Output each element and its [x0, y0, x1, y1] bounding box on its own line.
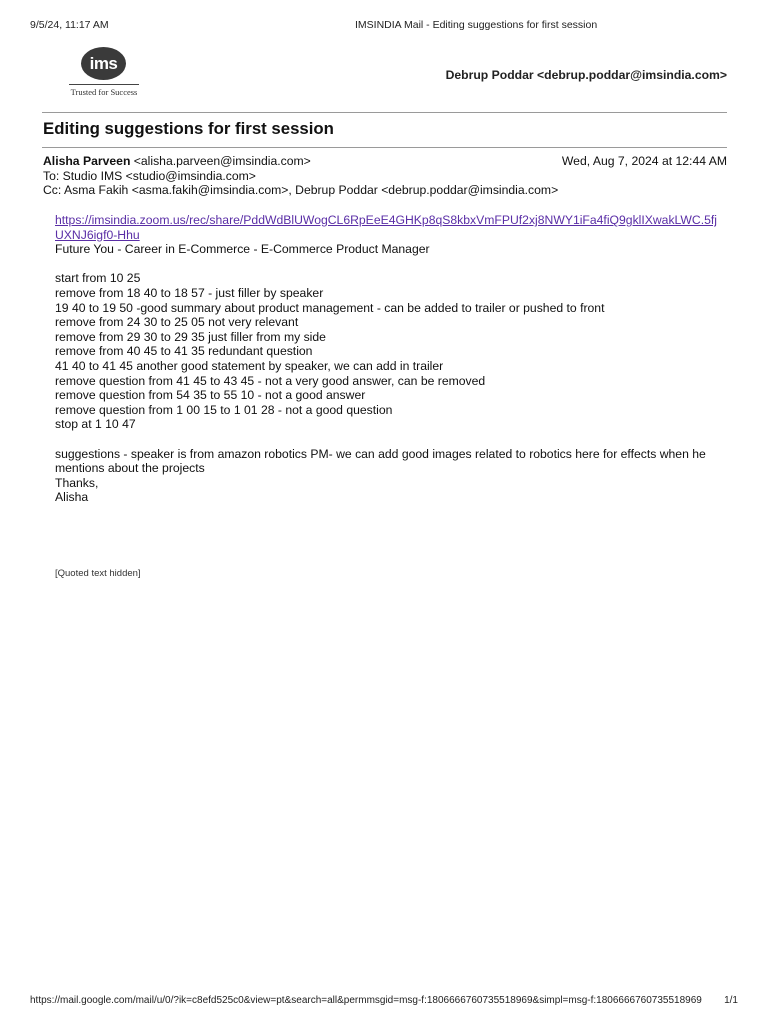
subject-divider: [42, 147, 727, 148]
edit-note: 19 40 to 19 50 -good summary about product management - can be added to trailer or pushed to front: [55, 300, 605, 315]
edit-note: remove from 18 40 to 18 57 - just filler by speaker: [55, 285, 324, 300]
edit-note: remove question from 54 35 to 55 10 - not a good answer: [55, 388, 366, 403]
spacer: [55, 257, 725, 272]
edit-note: remove from 29 30 to 29 35 just filler from my side: [55, 329, 326, 344]
edit-note: remove question from 1 00 15 to 1 01 28 - not a good question: [55, 402, 393, 417]
print-header: [30, 19, 738, 33]
print-title: IMSINDIA Mail - Editing suggestions for first session: [355, 19, 598, 31]
recording-title: Future You - Career in E-Commerce - E-Commerce Product Manager: [55, 242, 430, 257]
print-date: 9/5/24, 11:17 AM: [30, 19, 109, 31]
edit-note: remove from 40 45 to 41 35 redundant question: [55, 344, 313, 359]
sender-row: [43, 154, 727, 169]
edit-note: remove question from 41 45 to 43 45 - not a very good answer, can be removed: [55, 373, 486, 388]
print-footer: [30, 995, 738, 1009]
spacer: [55, 432, 725, 447]
suggestion-text: suggestions - speaker is from amazon robotics PM- we can add good images related to robotics here for effects when he mentions about the projects: [55, 446, 706, 476]
print-url: https://mail.google.com/mail/u/0/?ik=c8efd525c0&view=pt&search=all&permmsgid=msg-f:1806666760735518969&simpl=msg-f:1806666760735518969: [30, 995, 702, 1006]
cc-row: Cc: Asma Fakih <asma.fakih@imsindia.com>, Debrup Poddar <debrup.poddar@imsindia.com>: [43, 183, 559, 198]
edit-note: stop at 1 10 47: [55, 417, 136, 432]
logo-tagline: Trusted for Success: [70, 87, 138, 97]
sender-email: <alisha.parveen@imsindia.com>: [133, 154, 311, 168]
header-divider: [42, 112, 727, 113]
zoom-recording-link[interactable]: https://imsindia.zoom.us/rec/share/PddWdBlUWogCL6RpEeE4GHKp8qS8kbxVmFPUf2xj8NWY1iFa4fiQ9gklIXwakLWC.5fjUXNJ6igf0-Hhu: [55, 213, 717, 242]
to-row: To: Studio IMS <studio@imsindia.com>: [43, 168, 256, 183]
sender-name: Alisha Parveen: [43, 154, 131, 168]
edit-notes-list: [55, 271, 725, 432]
ims-logo: [66, 47, 142, 101]
edit-note: start from 10 25: [55, 271, 141, 286]
account-owner: Debrup Poddar <debrup.poddar@imsindia.com>: [445, 68, 727, 82]
quoted-text-hidden[interactable]: [Quoted text hidden]: [55, 568, 141, 579]
message-body: [55, 213, 725, 505]
message-header: [43, 154, 727, 198]
page-number: 1/1: [724, 995, 738, 1006]
sent-date: Wed, Aug 7, 2024 at 12:44 AM: [561, 154, 727, 168]
edit-note: 41 40 to 41 45 another good statement by speaker, we can add in trailer: [55, 358, 444, 373]
ims-logo-mark: ims: [81, 47, 126, 80]
closing-thanks: Thanks,: [55, 475, 99, 490]
edit-note: remove from 24 30 to 25 05 not very relevant: [55, 315, 299, 330]
logo-divider: [69, 84, 139, 85]
signature: Alisha: [55, 490, 89, 505]
email-subject: Editing suggestions for first session: [43, 119, 334, 138]
